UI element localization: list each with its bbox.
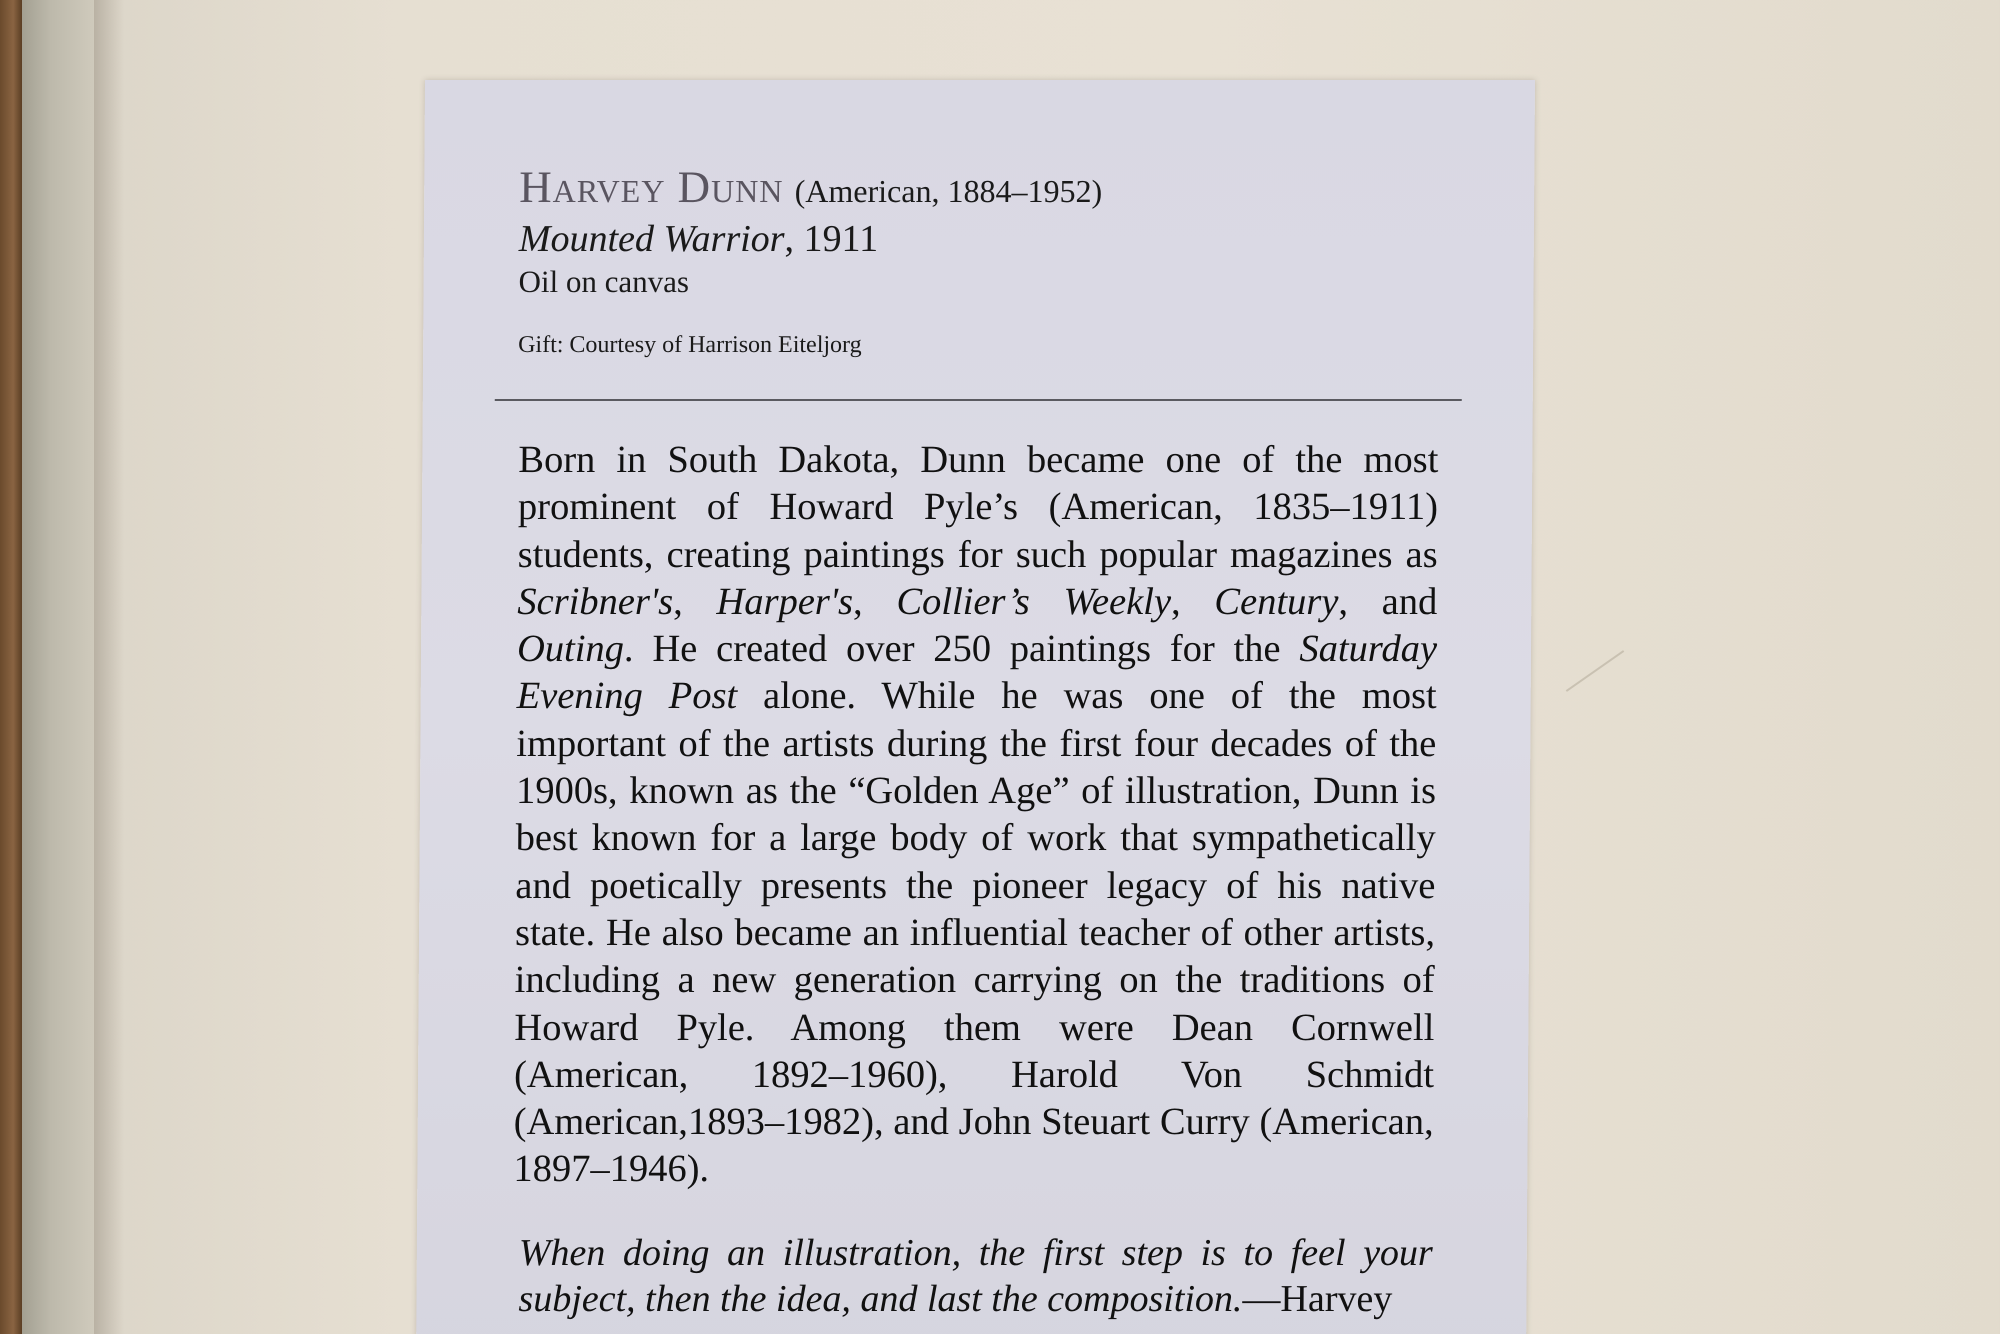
artwork-title-line	[519, 216, 1479, 262]
artist-dates: (American, 1884–1952)	[794, 173, 1103, 209]
divider-rule	[495, 399, 1462, 401]
artwork-year: , 1911	[784, 218, 879, 260]
magazine-scribners: Scribner's	[517, 580, 674, 623]
magazine-colliers: Collier’s Weekly	[896, 580, 1172, 623]
frame-shadow	[94, 0, 124, 1334]
label-header	[518, 162, 1479, 360]
magazine-century: Century	[1214, 580, 1339, 623]
artwork-medium: Oil on canvas	[518, 264, 690, 299]
artist-line	[519, 162, 1479, 216]
bio-text-3: alone. While he was one of the most important of the artists during the first four decades of the 1900s, known as the “Golden Age” of illustration, Dunn is best known for a large body of work that sympathetically and poetically presents the pioneer legacy of his native state. He also became an influential teacher of other artists, including a new generation carrying on the traditions of Howard Pyle. Among them were Dean Cornwell (American, 1892–1960), Harold Von Schmidt (American,1893–1982), and John Steuart Curry (American, 1897–1946).	[513, 675, 1437, 1191]
quote-text: When doing an illustration, the first step is to feel your subject, then the idea, and last the composition.	[518, 1232, 1433, 1320]
bio-sep-4: , and	[1338, 580, 1438, 623]
artwork-title: Mounted Warrior	[518, 218, 785, 260]
artist-name: Harvey Dunn	[519, 162, 784, 212]
bio-text-1: Born in South Dakota, Dunn became one of the most prominent of Howard Pyle’s (American, 1835–1911) students, creating paintings for such popular magazines as	[517, 439, 1439, 576]
credit-line: Gift: Courtesy of Harrison Eiteljorg	[518, 332, 862, 358]
magazine-outing: Outing	[516, 628, 625, 671]
artist-quote	[518, 1230, 1433, 1322]
bio-text-2: . He created over 250 paintings for the	[623, 628, 1300, 671]
wall-mark	[1566, 650, 1624, 692]
picture-frame-edge	[0, 0, 22, 1334]
biography-paragraph	[513, 437, 1438, 1194]
bio-sep-1: ,	[673, 580, 717, 623]
quote-attribution: —Harvey	[1242, 1278, 1393, 1320]
magazine-saturday-evening-post: Saturday Evening Post	[516, 628, 1438, 718]
magazine-harpers: Harper's	[716, 580, 854, 623]
museum-label-card	[416, 80, 1535, 1334]
picture-frame-mat	[22, 0, 94, 1334]
bio-sep-3: ,	[1170, 580, 1215, 623]
bio-sep-2: ,	[852, 580, 897, 623]
